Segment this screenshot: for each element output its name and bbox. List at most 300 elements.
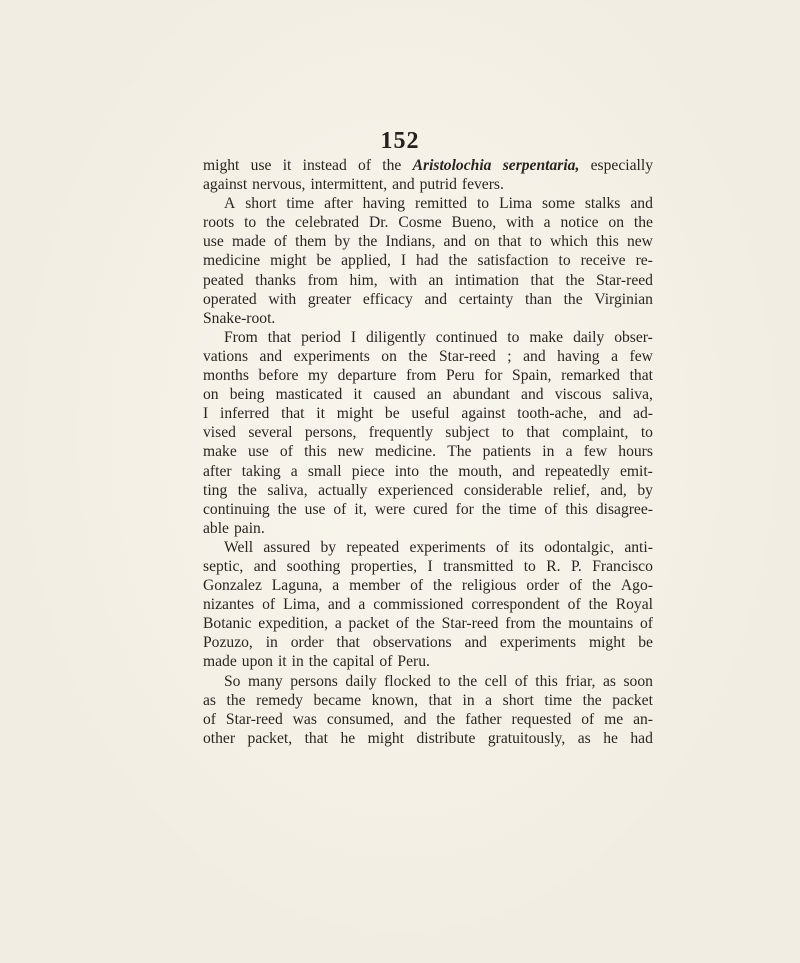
word: of (203, 710, 216, 728)
word: the (582, 691, 602, 709)
word: viscous (554, 386, 602, 404)
word: transmitted (443, 557, 514, 575)
word: odontalgic, (544, 538, 615, 556)
word: in (265, 634, 278, 652)
word: a (565, 443, 573, 461)
word: that (428, 691, 452, 709)
word: of (273, 233, 287, 251)
word: that (336, 634, 360, 652)
word: were (374, 500, 406, 518)
word: against (203, 176, 248, 194)
word: nizantes (203, 596, 255, 614)
word: caused (373, 386, 416, 404)
word: use (250, 157, 272, 174)
word: re- (635, 252, 653, 270)
word: its (519, 538, 534, 556)
word: From (224, 328, 258, 346)
word: as (577, 729, 591, 747)
word: of (262, 596, 276, 614)
word: Star-reed (438, 347, 496, 365)
text-line (203, 462, 653, 481)
word: use (304, 500, 326, 518)
word: some (541, 195, 575, 213)
word: receive (580, 252, 626, 270)
word: period (301, 328, 341, 346)
word: of (495, 538, 509, 556)
word: Botanic (203, 615, 252, 633)
word: that (530, 271, 554, 289)
word: packet (612, 691, 653, 709)
word: departure (337, 367, 397, 385)
word: of (379, 653, 393, 671)
text-line (203, 442, 653, 461)
word: flocked (384, 672, 431, 690)
word: the (408, 347, 428, 365)
word: frequently (368, 424, 433, 442)
word: continued (435, 328, 498, 346)
word: gratuitously, (487, 729, 566, 747)
word: and (443, 233, 467, 251)
word: experiments (293, 347, 370, 365)
word: So (224, 672, 241, 690)
word: P. (570, 557, 582, 575)
word: medicine. (374, 443, 437, 461)
word: of (581, 710, 595, 728)
text-line (203, 290, 653, 309)
word: order (526, 577, 560, 595)
word: a (611, 347, 619, 365)
word: Virginian (594, 290, 653, 308)
word: The (447, 443, 472, 461)
text-line (203, 614, 653, 633)
word: pain. (233, 519, 265, 537)
text-line (203, 557, 653, 576)
word: Gonzalez (203, 577, 262, 595)
word: the (458, 672, 478, 690)
word: had (630, 729, 653, 747)
word: and (424, 290, 448, 308)
text-line (203, 213, 653, 232)
word: by (320, 538, 337, 556)
word: repeated (346, 538, 400, 556)
word: make (203, 443, 237, 461)
text-line (203, 576, 653, 595)
word: many (248, 672, 283, 690)
word: from (307, 271, 338, 289)
word: being (229, 386, 265, 404)
word: by (334, 233, 351, 251)
word: of (396, 615, 409, 633)
word: intermittent, (310, 176, 388, 194)
word: made (231, 233, 266, 251)
word: Star-reed (441, 615, 499, 633)
word: be (384, 405, 400, 423)
word: small (307, 462, 342, 480)
word: of (333, 500, 347, 518)
word: fevers. (461, 176, 504, 194)
word: an (426, 386, 442, 404)
word: to (507, 328, 520, 346)
word: continuing (203, 500, 270, 518)
word: that (526, 424, 550, 442)
word: an (428, 271, 444, 289)
word: it (282, 157, 292, 174)
word: from (406, 367, 437, 385)
word: I (400, 252, 407, 270)
word: Pozuzo, (203, 634, 253, 652)
text-line (203, 385, 653, 404)
word: soothing (286, 557, 341, 575)
word: this (596, 233, 619, 251)
word: vised (203, 424, 236, 442)
word: a (290, 462, 298, 480)
word: time (508, 500, 537, 518)
word: a (543, 214, 551, 232)
word: months (203, 367, 249, 385)
word: and (259, 347, 283, 365)
word: upon (241, 653, 273, 671)
word: had (416, 252, 439, 270)
word: expedition, (258, 615, 329, 633)
word: the (226, 691, 246, 709)
word: of (569, 577, 583, 595)
word: and (327, 596, 351, 614)
word: daily (345, 672, 377, 690)
word: it (353, 386, 363, 404)
word: use (203, 233, 224, 251)
text-line (203, 271, 653, 290)
word: distribute (416, 729, 476, 747)
word: a (332, 577, 340, 595)
word: commissioned (373, 596, 464, 614)
word: with (268, 290, 297, 308)
word: on (203, 386, 219, 404)
text-line (203, 251, 653, 270)
word: the (436, 710, 456, 728)
word: relief, (553, 481, 590, 499)
word: observations (372, 634, 452, 652)
word: the (448, 252, 468, 270)
word: peated (203, 271, 244, 289)
word: the (237, 481, 257, 499)
word: he (340, 729, 356, 747)
word: as (203, 691, 216, 709)
word: persons, (304, 424, 357, 442)
word: masticated (275, 386, 343, 404)
text-line (203, 481, 653, 500)
word: was (292, 710, 317, 728)
word: the (591, 577, 612, 595)
word: for (455, 500, 474, 518)
word: experiments (409, 538, 486, 556)
word: a (358, 596, 366, 614)
word: Well (224, 538, 254, 556)
word: daily (573, 328, 605, 346)
word: after (203, 462, 232, 480)
word: saliva, (267, 481, 308, 499)
word: after (324, 195, 353, 213)
word: stalks (584, 195, 621, 213)
word: vations (203, 347, 249, 365)
word: taking (241, 462, 281, 480)
word: known, (371, 691, 418, 709)
word: that (629, 367, 653, 385)
word: of (544, 500, 558, 518)
word: the (542, 615, 562, 633)
word: Peru. (397, 653, 430, 671)
word: be (316, 252, 332, 270)
word: it, (354, 500, 367, 518)
word: that (304, 729, 328, 747)
word: made (203, 653, 237, 671)
word: notice (560, 214, 599, 232)
word: a (334, 615, 342, 633)
word: experiments (499, 634, 577, 652)
word: and (403, 710, 427, 728)
word: A (224, 195, 236, 213)
word: greater (307, 290, 352, 308)
word: Star-reed (225, 710, 283, 728)
word: friar, (565, 672, 596, 690)
word: mouth, (458, 462, 503, 480)
word: especially (590, 157, 653, 174)
word: Cosme (398, 214, 442, 232)
word: might (336, 405, 374, 423)
word: repeatedly (544, 462, 610, 480)
word: the (382, 157, 402, 174)
word: and (598, 405, 622, 423)
word: to (640, 424, 653, 442)
word: operated (203, 290, 257, 308)
word: the (563, 290, 583, 308)
word: able (203, 519, 229, 537)
word: it (316, 405, 325, 423)
text-line (203, 423, 653, 442)
word: few (583, 443, 608, 461)
word: and (512, 462, 535, 480)
word: actually (318, 481, 368, 499)
word: medicine (203, 252, 261, 270)
word: an- (633, 710, 653, 728)
word: Lima (499, 195, 532, 213)
word: to (523, 557, 536, 575)
word: order (290, 634, 324, 652)
word: instead (302, 157, 347, 174)
word: celebrated (295, 214, 360, 232)
word: the (308, 653, 328, 671)
text-line (203, 309, 653, 328)
word: useful (411, 405, 450, 423)
word: having (557, 347, 600, 365)
body-text (203, 156, 653, 748)
word: inferred (219, 405, 270, 423)
word: of (567, 596, 581, 614)
word: the (277, 500, 297, 518)
word: be (638, 634, 653, 652)
word: ting (203, 481, 228, 499)
word: member (349, 577, 401, 595)
word: that (267, 328, 292, 346)
word: mountains (568, 615, 634, 633)
word: I (350, 328, 357, 346)
word: the (432, 577, 452, 595)
word: of (639, 615, 653, 633)
word: to (558, 252, 571, 270)
word: packet, (247, 729, 293, 747)
word: Indians, (385, 233, 436, 251)
word: I (203, 405, 209, 423)
word: remarked (561, 367, 620, 385)
word: Bueno, (451, 214, 497, 232)
word: as (602, 672, 616, 690)
word: thanks (255, 271, 296, 289)
word: I (427, 557, 433, 575)
word: obser- (614, 328, 653, 346)
word: ; (507, 347, 512, 365)
word: might (203, 157, 240, 174)
word: short (502, 691, 534, 709)
word: from (505, 615, 536, 633)
word: abundant (452, 386, 510, 404)
word: on (608, 214, 625, 232)
word: that (281, 405, 305, 423)
word: in (291, 653, 304, 671)
word: which (549, 233, 589, 251)
word: tooth-ache, (517, 405, 587, 423)
word: with (506, 214, 534, 232)
word: my (308, 367, 328, 385)
word: Ago- (620, 577, 653, 595)
word: might (270, 252, 307, 270)
page-number: 152 (380, 128, 420, 154)
word: saliva, (612, 386, 653, 404)
word: remitted (415, 195, 467, 213)
word: short (245, 195, 277, 213)
word: few (629, 347, 653, 365)
word: capital (332, 653, 375, 671)
word: he (603, 729, 618, 747)
word: might (588, 634, 626, 652)
word: intimation (454, 271, 519, 289)
word: septic, (203, 557, 244, 575)
word: make (529, 328, 564, 346)
text-line (203, 156, 653, 175)
italic-word: serpentaria, (502, 157, 580, 174)
text-line (203, 519, 653, 538)
word: and (523, 347, 546, 365)
text-line (203, 633, 653, 652)
word: and (521, 386, 544, 404)
word: and, (600, 481, 627, 499)
word: packet (348, 615, 390, 633)
word: patients (482, 443, 532, 461)
text-line (203, 652, 653, 671)
word: him, (349, 271, 378, 289)
text-line (203, 404, 653, 423)
word: to (501, 424, 514, 442)
text-line (203, 366, 653, 385)
word: this (535, 672, 558, 690)
word: into (394, 462, 420, 480)
word: than (525, 290, 552, 308)
word: the (358, 233, 378, 251)
text-line (203, 672, 653, 691)
word: piece (351, 462, 385, 480)
word: subject (445, 424, 490, 442)
word: Spain, (512, 367, 552, 385)
word: Dr. (368, 214, 389, 232)
word: them (295, 233, 327, 251)
word: requested (511, 710, 572, 728)
word: soon (623, 672, 653, 690)
word: and (464, 634, 487, 652)
word: applied, (341, 252, 391, 270)
word: complaint, (562, 424, 629, 442)
word: time (286, 195, 315, 213)
word: to (244, 214, 257, 232)
word: properties, (350, 557, 418, 575)
text-line (203, 232, 653, 251)
word: Star-reed (596, 271, 653, 289)
word: it (277, 653, 287, 671)
word: time (544, 691, 573, 709)
word: ad- (633, 405, 653, 423)
word: that (498, 233, 522, 251)
text-line (203, 175, 653, 194)
word: with (389, 271, 417, 289)
word: Snake-root. (203, 309, 276, 327)
word: certainty (458, 290, 514, 308)
word: assured (263, 538, 311, 556)
word: the (633, 214, 653, 232)
word: by (637, 481, 653, 499)
word: new (337, 443, 364, 461)
word: in (462, 691, 475, 709)
word: roots (203, 214, 235, 232)
word: the (481, 500, 501, 518)
italic-word: Aristolochia (412, 157, 492, 174)
word: for (484, 367, 503, 385)
word: the (565, 271, 585, 289)
word: having (362, 195, 406, 213)
word: of (514, 672, 528, 690)
word: cured (413, 500, 448, 518)
word: might (367, 729, 405, 747)
word: putrid (419, 176, 457, 194)
word: Laguna, (271, 577, 323, 595)
word: became (313, 691, 362, 709)
word: on (381, 347, 397, 365)
text-line (203, 538, 653, 557)
word: consumed, (326, 710, 394, 728)
word: the (266, 214, 286, 232)
word: anti- (624, 538, 653, 556)
word: father (465, 710, 502, 728)
word: Peru (446, 367, 475, 385)
word: me (604, 710, 624, 728)
word: Royal (615, 596, 653, 614)
word: the (588, 596, 608, 614)
word: experienced (377, 481, 454, 499)
text-line (203, 500, 653, 519)
word: disagree- (595, 500, 653, 518)
word: the (415, 615, 435, 633)
word: against (461, 405, 506, 423)
word: to (529, 233, 542, 251)
text-line (203, 347, 653, 366)
word: several (248, 424, 293, 442)
word: satisfaction (477, 252, 549, 270)
